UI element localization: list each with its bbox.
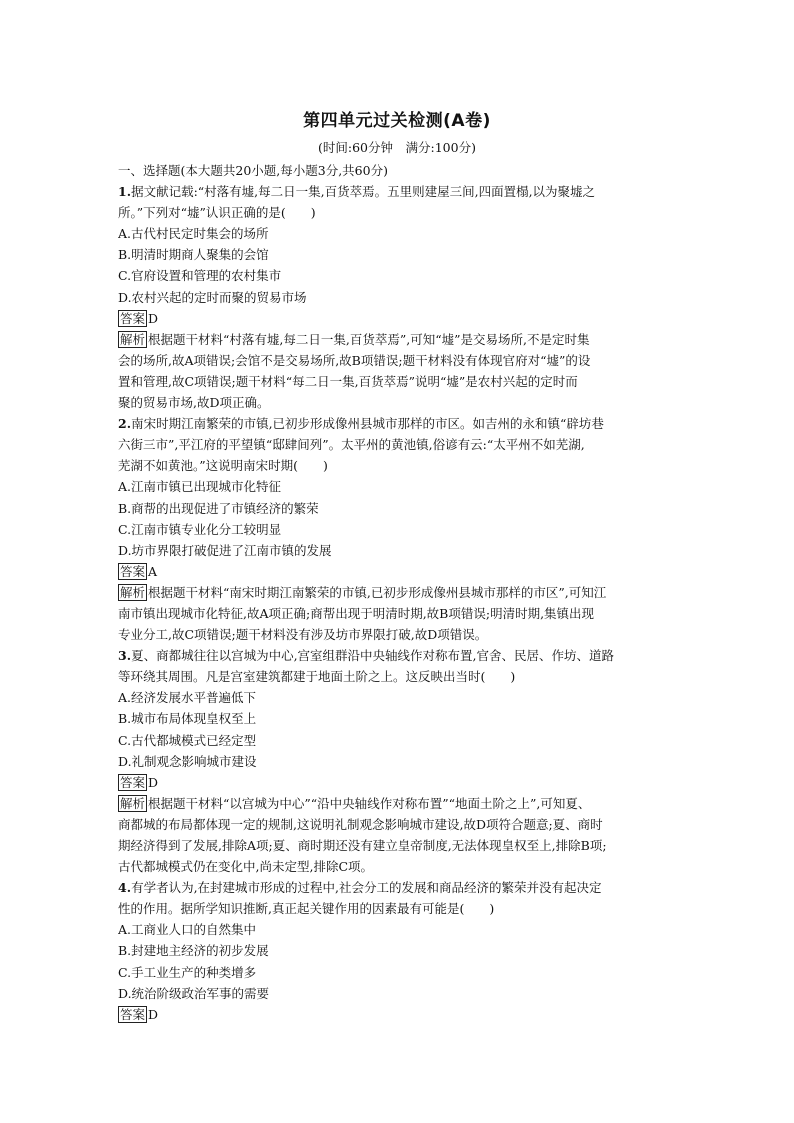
analysis-line — [118, 793, 678, 814]
answer-tag: 答案 — [120, 1006, 146, 1022]
answer-option: C.古代都城模式已经定型 — [118, 732, 257, 748]
analysis-line — [118, 624, 678, 645]
analysis-line — [118, 329, 678, 350]
analysis-line — [118, 835, 678, 856]
analysis-line — [118, 856, 678, 877]
answer-option: B.明清时期商人聚集的会馆 — [118, 247, 269, 263]
analysis-line — [118, 603, 678, 624]
question-stem-text: 六街三市”,平江府的平望镇“邸肆间列”。太平州的黄池镇,俗谚有云:“太平州不如芜湖, — [118, 437, 585, 453]
answer-option: C.手工业生产的种类增多 — [118, 964, 257, 980]
question-stem-text: 有学者认为,在封建城市形成的过程中,社会分工的发展和商品经济的繁荣并没有起决定 — [131, 880, 602, 896]
answer-option: A.工商业人口的自然集中 — [118, 922, 257, 938]
exam-content — [118, 160, 678, 1025]
question-stem-line — [118, 181, 678, 202]
question-stem-text: 据文献记载:“村落有墟,每二日一集,百货萃焉。五里则建屋三间,四面置榻,以为聚墟之 — [131, 184, 596, 200]
answer-option: B.商帮的出现促进了市镇经济的繁荣 — [118, 500, 319, 516]
analysis-line — [118, 582, 678, 603]
analysis-text: 会的场所,故A项错误;会馆不是交易场所,故B项错误;题干材料没有体现官府对“墟”的设 — [118, 352, 591, 368]
question-stem-line — [118, 877, 678, 898]
answer-option: B.城市布局体现皇权至上 — [118, 711, 257, 727]
analysis-line — [118, 392, 678, 413]
analysis-text: 期经济得到了发展,排除A项;夏、商时期还没有建立皇帝制度,无法体现皇权至上,排除B项; — [118, 838, 607, 853]
analysis-text: 南市镇出现城市化特征,故A项正确;商帮出现于明清时期,故B项错误;明清时期,集镇出现 — [118, 605, 595, 621]
answer-line — [118, 308, 678, 329]
question-stem-text: 性的作用。据所学知识推断,真正起关键作用的因素最有可能是( ) — [118, 901, 495, 917]
question-list — [118, 181, 678, 1025]
analysis-text: 专业分工,故C项错误;题干材料没有涉及坊市界限打破,故D项错误。 — [118, 627, 488, 643]
answer-option: D.统治阶级政治军事的需要 — [118, 985, 270, 1001]
question-block — [118, 413, 678, 645]
analysis-text: 商都城的布局都体现一定的规制,这说明礼制观念影响城市建设,故D项符合题意;夏、商时 — [118, 816, 603, 832]
answer-tag: 答案 — [120, 563, 146, 579]
answer-option: C.官府设置和管理的农村集市 — [118, 268, 282, 284]
answer-tag: 答案 — [120, 310, 146, 326]
answer-option: C.江南市镇专业化分工较明显 — [118, 521, 282, 537]
question-stem-text: 所。”下列对“墟”认识正确的是( ) — [118, 205, 316, 221]
question-number: 3. — [118, 648, 132, 664]
answer-option: A.江南市镇已出现城市化特征 — [118, 479, 282, 495]
question-number: 4. — [118, 880, 132, 896]
analysis-tag: 解析 — [120, 584, 146, 600]
section-heading: 一、选择题(本大题共20小题,每小题3分,共60分) — [118, 163, 388, 178]
question-stem-line — [118, 202, 678, 223]
question-stem-line — [118, 434, 678, 455]
answer-value: A — [148, 563, 158, 579]
question-block — [118, 645, 678, 877]
answer-line — [118, 772, 678, 793]
page-title: 第四单元过关检测(A卷) — [303, 111, 491, 131]
analysis-tag: 解析 — [120, 795, 146, 811]
analysis-text: 根据题干材料“以宫城为中心”“沿中央轴线作对称布置”“地面土阶之上”,可知夏、 — [148, 795, 591, 811]
question-stem-text: 南宋时期江南繁荣的市镇,已初步形成像州县城市那样的市区。如吉州的永和镇“辟坊巷 — [131, 416, 604, 432]
question-stem-text: 等环绕其周围。凡是宫室建筑都建于地面土阶之上。这反映出当时( ) — [118, 669, 516, 685]
analysis-line — [118, 350, 678, 371]
analysis-tag: 解析 — [120, 331, 146, 347]
answer-option: A.经济发展水平普遍低下 — [118, 690, 257, 706]
question-stem-line — [118, 666, 678, 687]
exam-time-score: (时间:60分钟 满分:100分) — [318, 140, 476, 155]
answer-line — [118, 561, 678, 582]
answer-option: B.封建地主经济的初步发展 — [118, 943, 269, 959]
question-stem-line — [118, 413, 678, 434]
analysis-line — [118, 371, 678, 392]
question-stem-text: 芜湖不如黄池。”这说明南宋时期( ) — [118, 458, 328, 474]
answer-option: D.农村兴起的定时而聚的贸易市场 — [118, 289, 307, 305]
analysis-line — [118, 814, 678, 835]
answer-value: D — [148, 1006, 159, 1022]
analysis-text: 根据题干材料“村落有墟,每二日一集,百货萃焉”,可知“墟”是交易场所,不是定时集 — [148, 331, 590, 347]
analysis-text: 置和管理,故C项错误;题干材料“每二日一集,百货萃焉”说明“墟”是农村兴起的定时而 — [118, 373, 578, 389]
question-stem-line — [118, 645, 678, 666]
answer-option: A.古代村民定时集会的场所 — [118, 226, 269, 242]
answer-option: D.坊市界限打破促进了江南市镇的发展 — [118, 542, 332, 558]
analysis-text: 聚的贸易市场,故D项正确。 — [118, 395, 270, 411]
answer-option: D.礼制观念影响城市建设 — [118, 753, 257, 769]
question-number: 1. — [118, 184, 132, 200]
question-stem-line — [118, 898, 678, 919]
analysis-text: 古代都城模式仍在变化中,尚未定型,排除C项。 — [118, 859, 374, 875]
answer-line — [118, 1004, 678, 1025]
analysis-text: 根据题干材料“南宋时期江南繁荣的市镇,已初步形成像州县城市那样的市区”,可知江 — [148, 584, 607, 600]
answer-value: D — [148, 310, 159, 326]
question-stem-text: 夏、商都城往往以宫城为中心,宫室组群沿中央轴线作对称布置,官舍、民居、作坊、道路 — [131, 648, 615, 664]
question-number: 2. — [118, 416, 132, 432]
answer-tag: 答案 — [120, 774, 146, 790]
question-block — [118, 181, 678, 413]
answer-value: D — [148, 774, 159, 790]
question-stem-line — [118, 455, 678, 476]
question-block — [118, 877, 678, 1025]
